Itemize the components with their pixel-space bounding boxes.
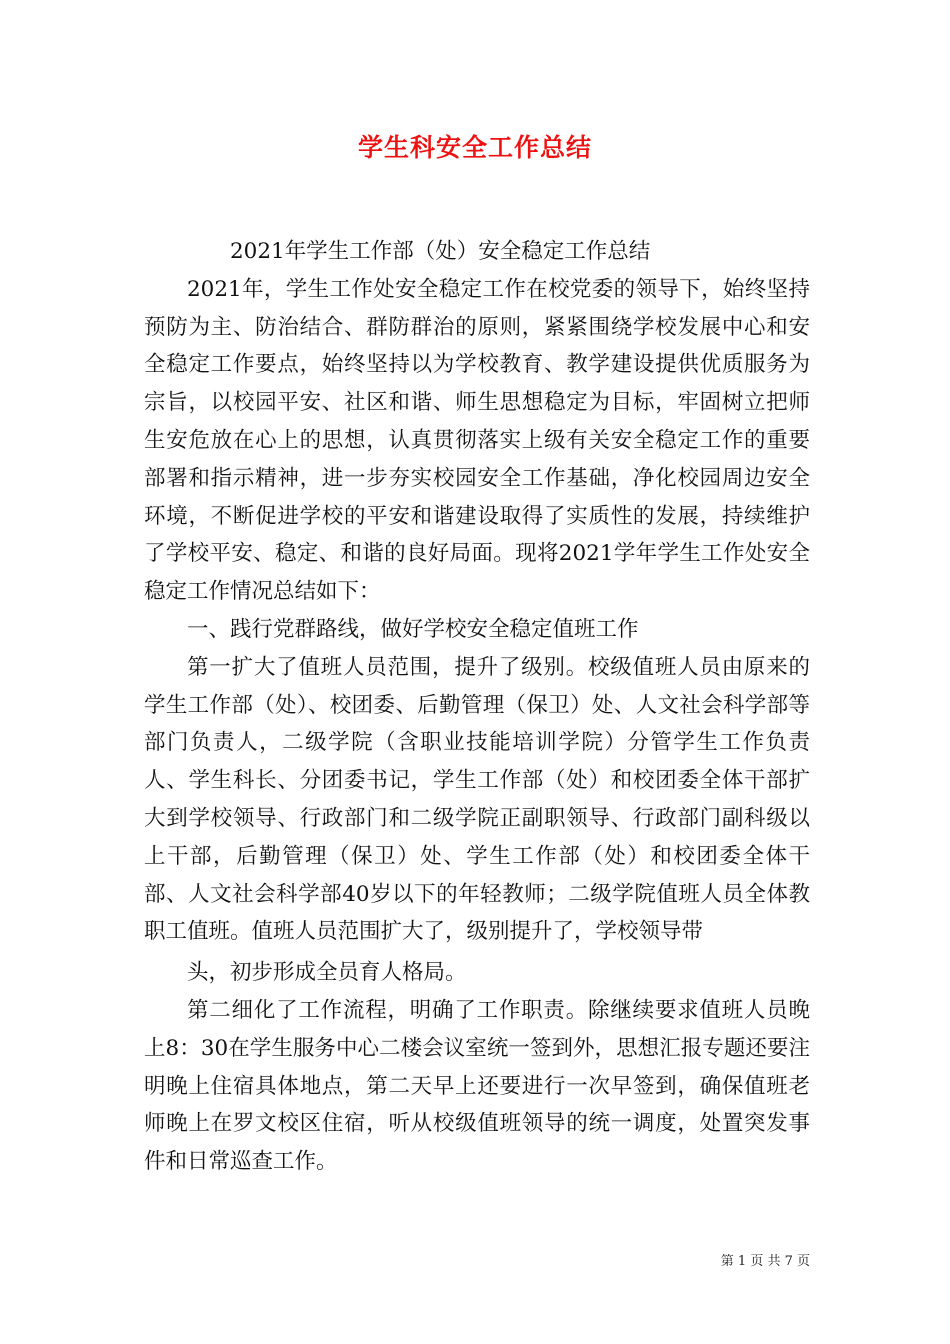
document-body	[144, 233, 810, 1181]
paragraph-continuation: 头，初步形成全员育人格局。	[187, 960, 467, 986]
page-number: 第 1 页 共 7 页	[720, 1254, 810, 1269]
intro-paragraph: 2021年，学生工作处安全稳定工作在校党委的领导下，始终坚持预防为主、防治结合、群防群治的原则，紧紧围绕学校发展中心和安全稳定工作要点，始终坚持以为学校教育、教学建设提供优质服务为宗旨，以校园平安、社区和谐、师生思想稳定为目标，牢固树立把师生安危放在心上的思想，认真贯彻落实上级有关安全稳定工作的重要部署和指示精神，进一步夯实校园安全工作基础，净化校园周边安全环境，不断促进学校的平安和谐建设取得了实质性的发展，持续维护了学校平安、稳定、和谐的良好局面。现将2021学年学生工作处安全稳定工作情况总结如下：	[144, 276, 810, 605]
paragraph-first-item: 第一扩大了值班人员范围，提升了级别。校级值班人员由原来的学生工作部（处）、校团委、后勤管理（保卫）处、人文社会科学部等部门负责人，二级学院（含职业技能培训学院）分管学生工作负责人、学生科长、分团委书记，学生工作部（处）和校团委全体干部扩大到学校领导、行政部门和二级学院正副职领导、行政部门副科级以上干部，后勤管理（保卫）处、学生工作部（处）和校团委全体干部、人文社会科学部40岁以下的年轻教师；二级学院值班人员全体教职工值班。值班人员范围扩大了，级别提升了，学校领导带	[144, 654, 810, 945]
section-heading: 一、践行党群路线，做好学校安全稳定值班工作	[187, 616, 639, 642]
section-subtitle: 2021年学生工作部（处）安全稳定工作总结	[230, 239, 651, 264]
document-title: 学生科安全工作总结	[357, 133, 592, 162]
paragraph-second-item: 第二细化了工作流程，明确了工作职责。除继续要求值班人员晚上8：30在学生服务中心二楼会议室统一签到外，思想汇报专题还要注明晚上住宿具体地点，第二天早上还要进行一次早签到，确保值班老师晚上在罗文校区住宿，听从校级值班领导的统一调度，处置突发事件和日常巡查工作。	[144, 997, 810, 1175]
